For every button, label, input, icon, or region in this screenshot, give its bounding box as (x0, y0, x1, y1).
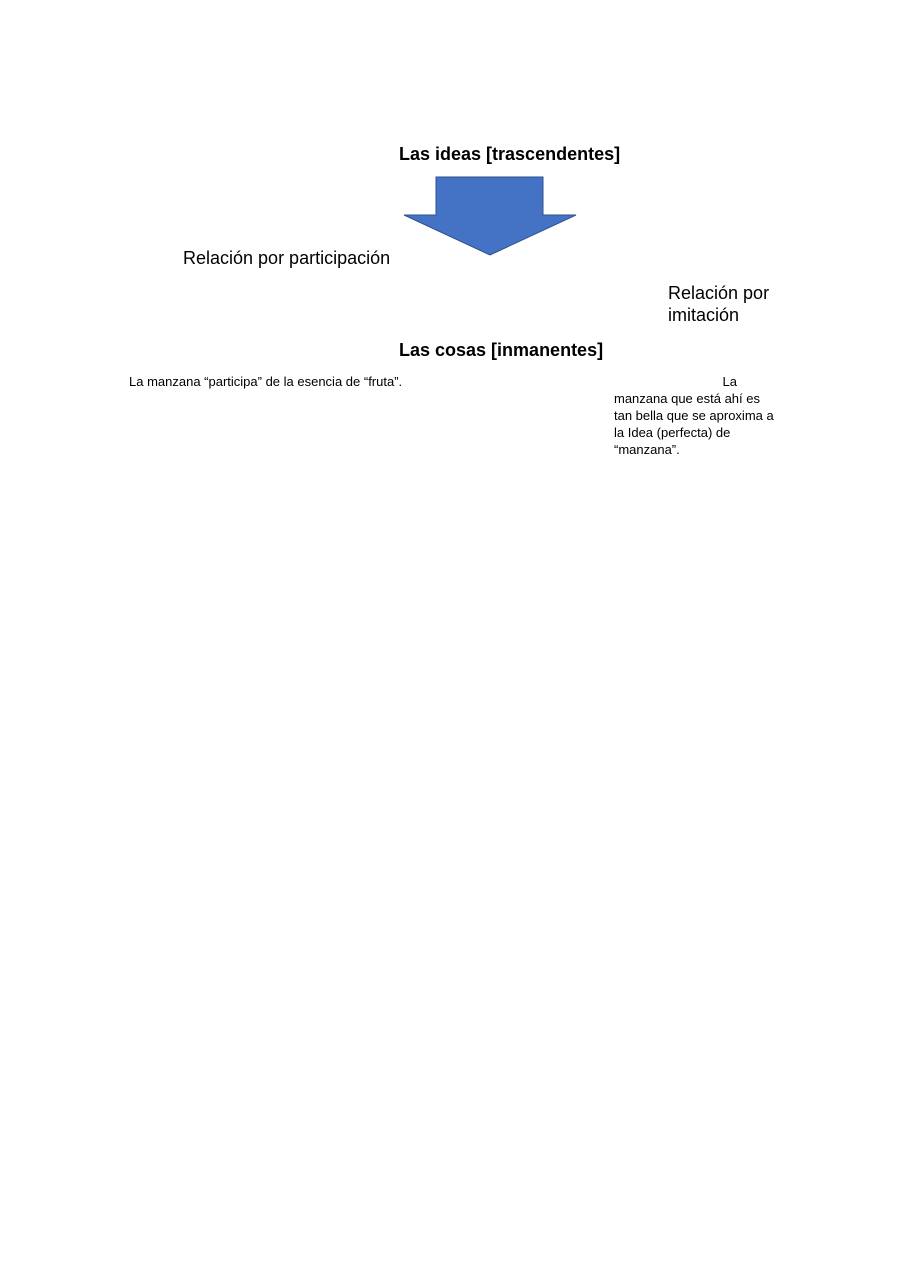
participation-relation-label: Relación por participación (183, 248, 391, 268)
participation-example-text: La manzana “participa” de la esencia de “fruta”. (129, 374, 403, 389)
ideas-heading: Las ideas [trascendentes] (399, 144, 621, 164)
down-arrow-shape (404, 177, 576, 255)
imitation-example-text (614, 373, 776, 458)
imitation-example-body: manzana que está ahí es tan bella que se aproxima a la Idea (perfecta) de “manzana”. (614, 391, 774, 457)
down-arrow-icon (402, 176, 578, 257)
things-heading: Las cosas [inmanentes] (399, 340, 604, 360)
imitation-example-first-line: La (722, 374, 737, 389)
imitation-relation-label: Relación por imitación (668, 283, 770, 325)
